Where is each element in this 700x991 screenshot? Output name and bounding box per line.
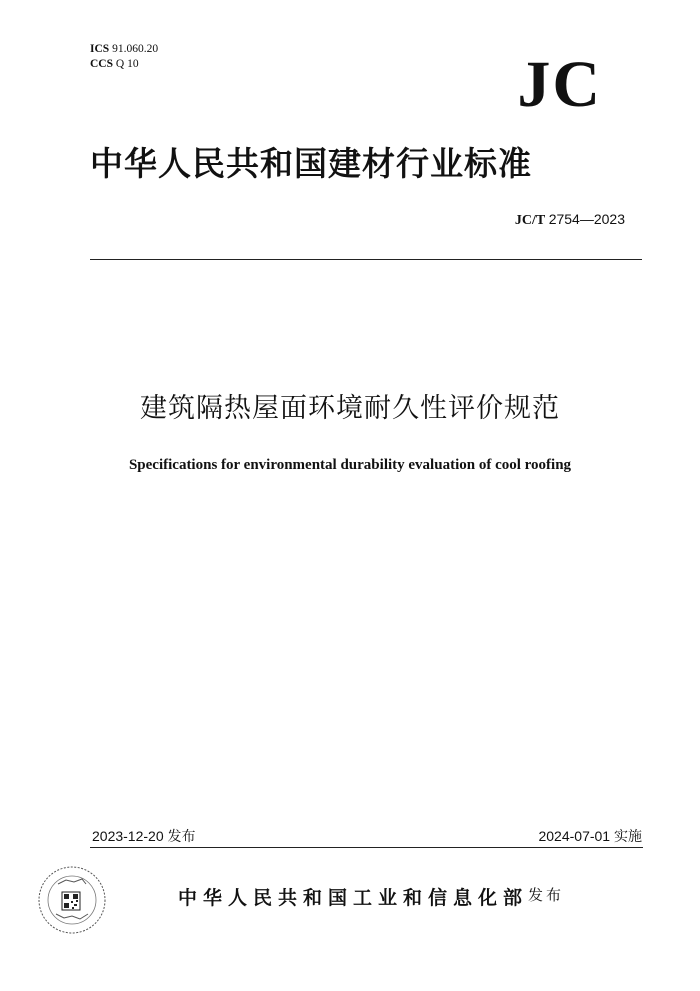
- ccs-code: [90, 57, 158, 72]
- anti-counterfeit-seal-icon: [36, 864, 108, 936]
- classification-codes: [90, 42, 158, 72]
- standard-code: 2754—2023: [548, 211, 625, 227]
- org-title: 中华人民共和国建材行业标准: [90, 144, 532, 183]
- top-divider: [90, 259, 642, 260]
- standard-number: [515, 210, 625, 230]
- ccs-label: CCS: [90, 58, 114, 70]
- standard-prefix: JC/T: [514, 213, 546, 228]
- document-title-en: Specifications for environmental durability evaluation of cool roofing: [128, 457, 572, 473]
- issue-date: 2023-12-20 发布: [92, 828, 196, 844]
- ics-value: 91.060.20: [112, 43, 159, 55]
- document-title-zh: 建筑隔热屋面环境耐久性评价规范: [140, 393, 560, 424]
- bottom-divider: [90, 847, 643, 848]
- ics-code: [90, 42, 158, 57]
- ics-label: ICS: [90, 43, 110, 55]
- publish-word: 发布: [528, 886, 565, 904]
- jc-mark: JC: [517, 48, 602, 121]
- effective-date: 2024-07-01 实施: [538, 828, 642, 844]
- publisher-name: 中华人民共和国工业和信息化部: [178, 887, 529, 909]
- ccs-value: Q 10: [115, 58, 139, 70]
